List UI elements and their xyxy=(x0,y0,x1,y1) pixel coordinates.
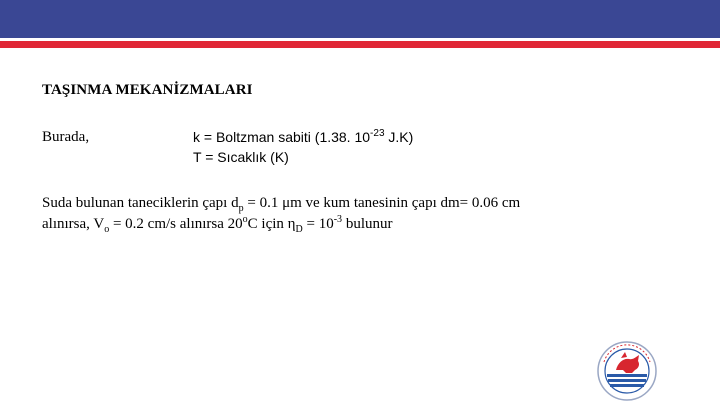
slide-title: TAŞINMA MEKANİZMALARI xyxy=(42,82,253,98)
definition-k-exponent: -23 xyxy=(370,128,385,139)
subscript: p xyxy=(238,203,244,214)
superscript: o xyxy=(242,214,248,225)
paragraph-text: Suda bulunan taneciklerin çapı d xyxy=(42,195,239,211)
superscript: -3 xyxy=(333,214,343,225)
definition-k-text: k = Boltzman sabiti (1.38. 10 xyxy=(193,129,371,145)
header-accent-stripe xyxy=(0,41,720,48)
definition-k xyxy=(193,127,413,147)
paragraph-line-1 xyxy=(42,193,682,214)
paragraph-text: alınırsa, V xyxy=(42,216,105,232)
paragraph-text: bulunur xyxy=(342,216,393,232)
definition-t: T = Sıcaklık (K) xyxy=(193,149,289,165)
intro-label: Burada, xyxy=(42,129,90,145)
paragraph-line-2 xyxy=(42,214,682,235)
university-seal-graphic xyxy=(596,340,658,402)
definitions-block xyxy=(193,127,413,167)
definition-k-unit: J.K) xyxy=(384,129,414,145)
body-paragraph xyxy=(42,193,682,235)
subscript: D xyxy=(295,224,303,235)
paragraph-text: C için η xyxy=(247,216,296,232)
paragraph-text: = 0.2 cm/s alınırsa 20 xyxy=(109,216,243,232)
university-seal-icon xyxy=(596,340,658,402)
paragraph-text: = 0.1 μm ve kum tanesinin çapı dm= 0.06 cm xyxy=(243,195,521,211)
paragraph-text: = 10 xyxy=(302,216,334,232)
header-band xyxy=(0,0,720,38)
subscript: o xyxy=(104,224,110,235)
